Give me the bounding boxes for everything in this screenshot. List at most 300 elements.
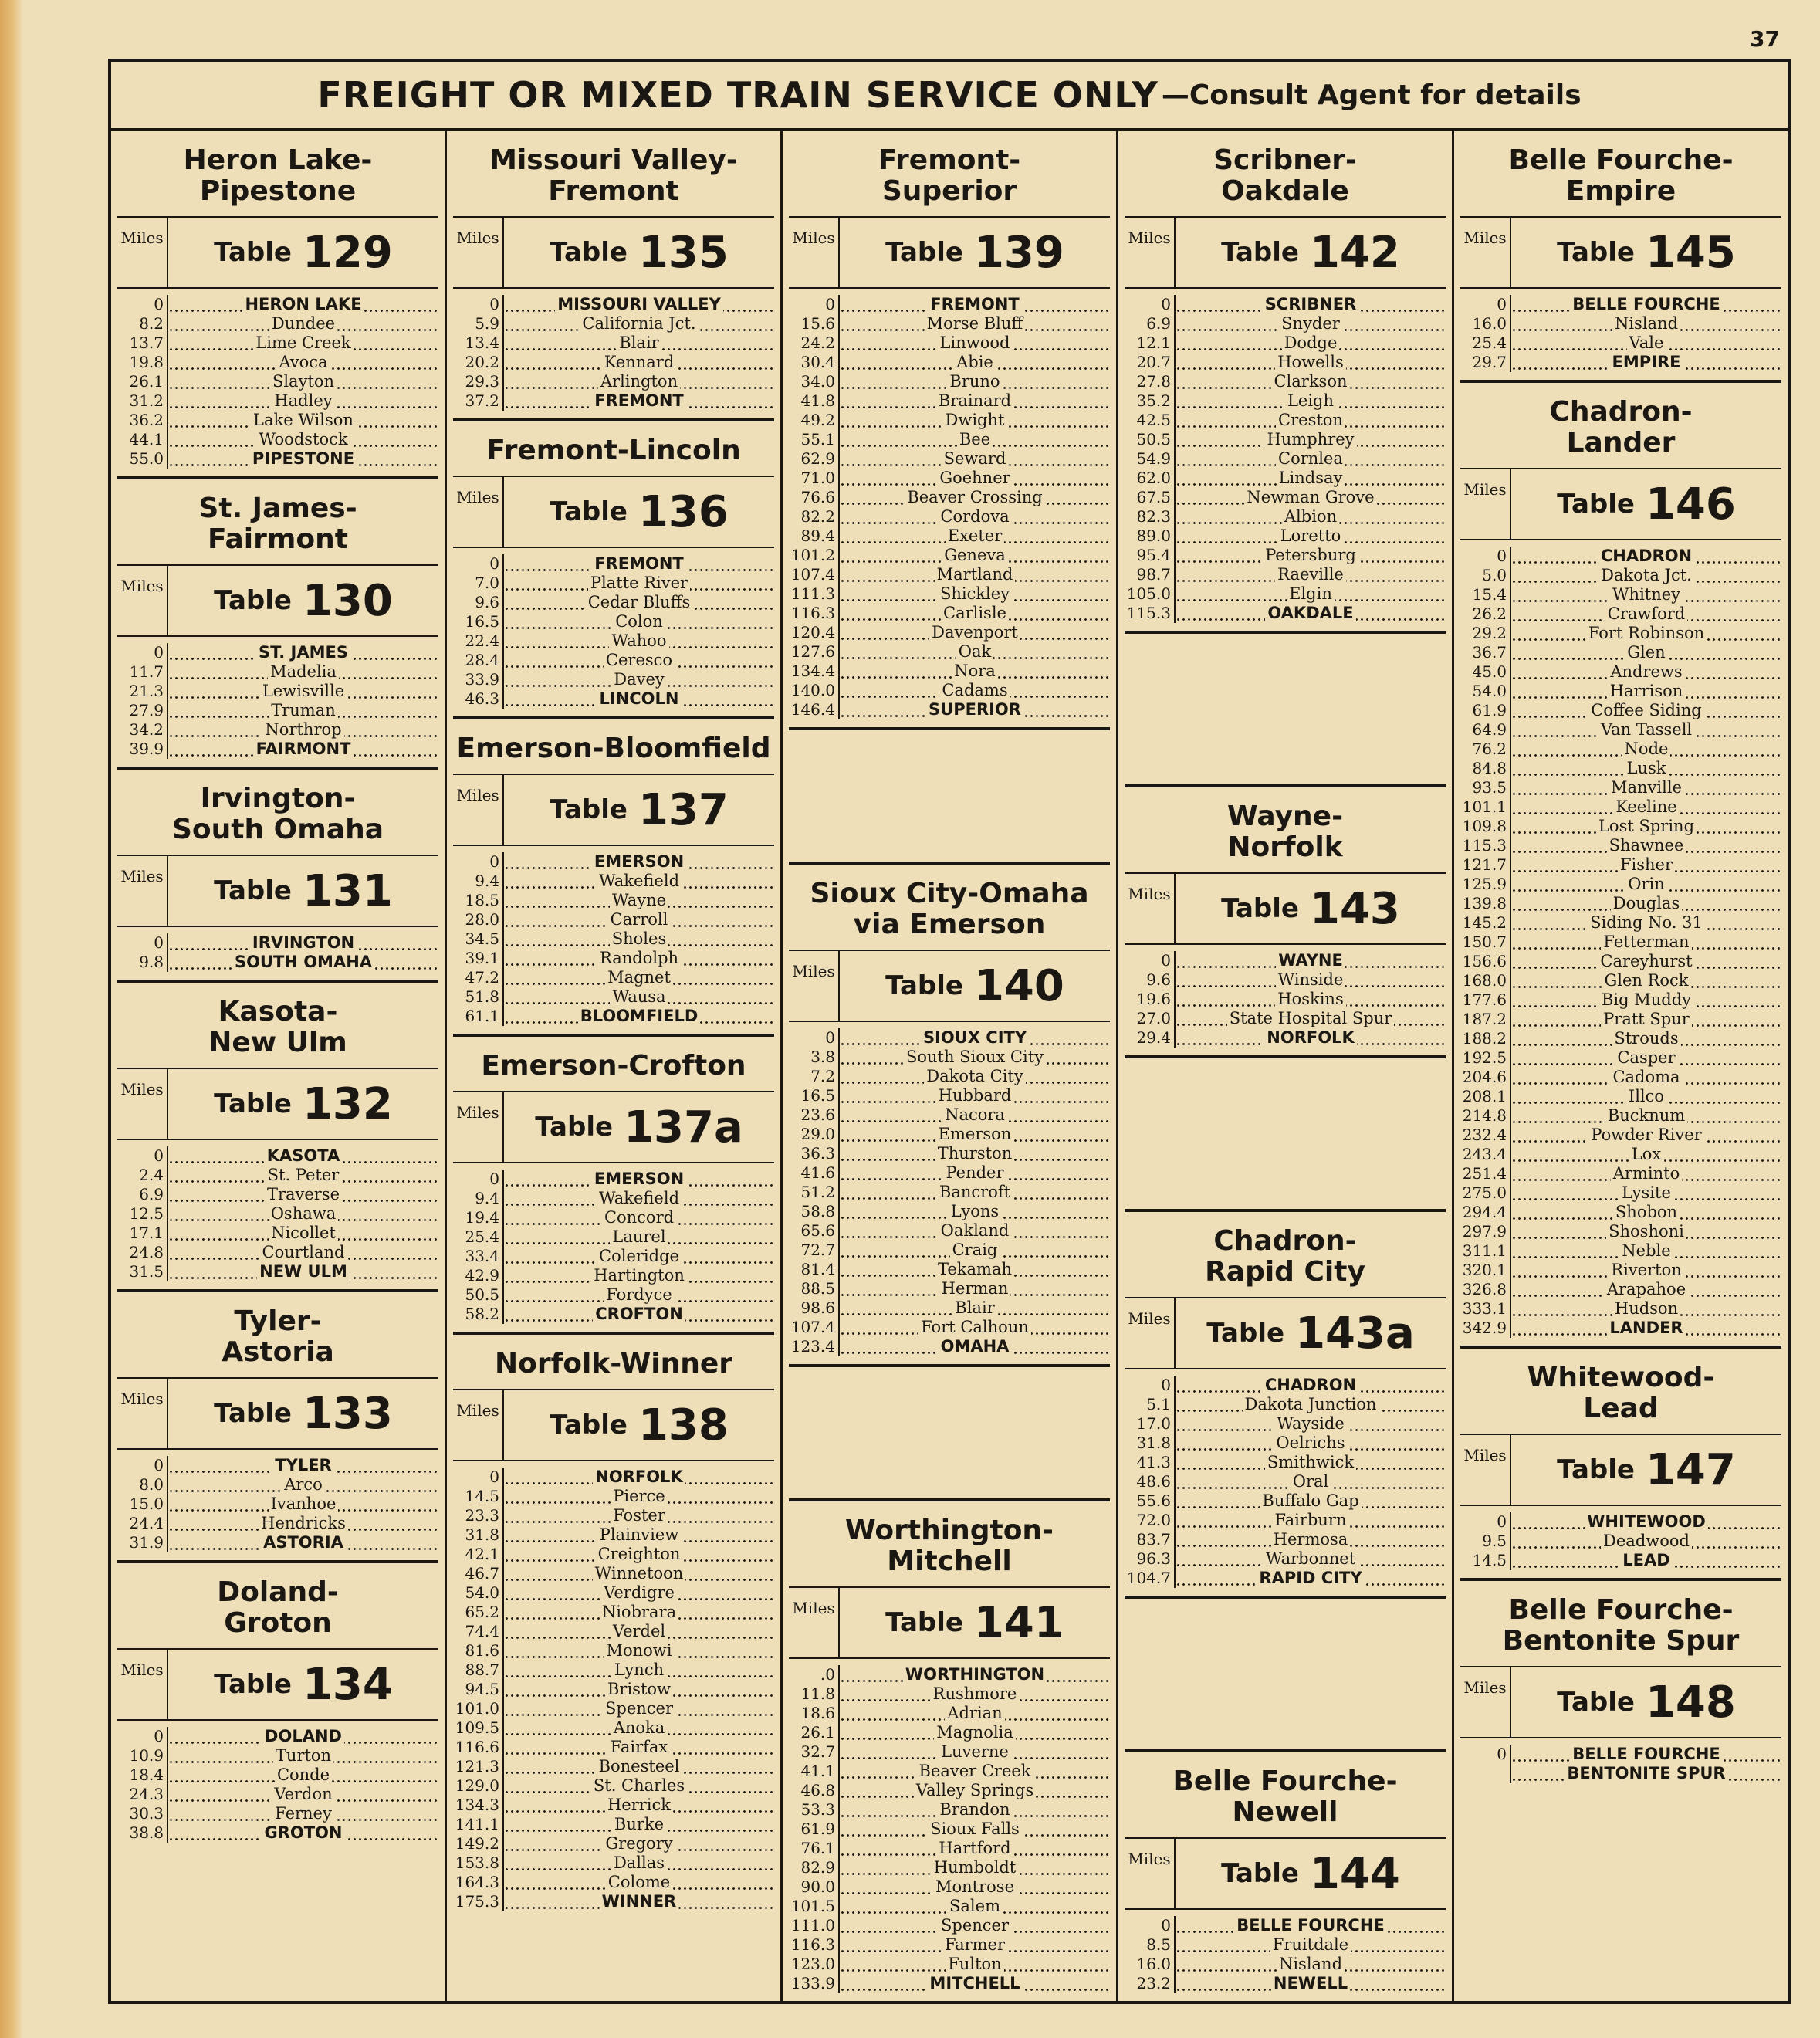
station-name: Oak [956,642,993,661]
miles-column [117,1727,168,1843]
station [840,1260,1110,1279]
station-name: Wayside [1274,1414,1347,1433]
station-name: Dakota Junction [1243,1395,1379,1413]
mile-value: 26.1 [129,372,164,391]
mile-value: 12.5 [129,1204,164,1223]
mile-value: 13.7 [129,333,164,352]
station-name: Petersburg [1263,546,1358,564]
mile-value: 342.9 [1462,1319,1507,1337]
mile-value: 88.7 [465,1661,499,1679]
station-name: WHITEWOOD [1585,1512,1708,1531]
table-word: Table [214,1398,292,1429]
table-num: 137a [624,1102,743,1153]
station-names [1176,1376,1446,1588]
mile-value: 111.3 [790,584,835,603]
mile-value: 15.4 [1472,585,1507,604]
station [1511,1203,1781,1222]
miles-label: Miles [789,1588,840,1657]
station-name: OMAHA [939,1337,1012,1356]
table-number [504,775,774,845]
station [840,1125,1110,1144]
route-title: Emerson-Crofton [453,1037,774,1092]
station-name: Avoca [276,353,330,371]
station-name: Dwight [943,411,1007,429]
station [1176,1491,1446,1511]
station-name: Colon [613,612,665,631]
station-name: Martland [935,565,1016,584]
page-banner [111,62,1788,131]
station [1511,836,1781,855]
mile-value: 76.2 [1472,740,1507,758]
mile-value: 9.4 [475,1189,499,1207]
station [1511,314,1781,333]
terminal-station [1176,1569,1446,1588]
mile-value: 41.6 [800,1163,835,1182]
table-header [117,856,438,927]
station [504,949,774,968]
station [840,507,1110,526]
station [1511,875,1781,894]
station [1511,1299,1781,1319]
table-word: Table [885,970,963,1001]
station-name: Monowi [604,1641,674,1660]
mile-value: 36.7 [1472,643,1507,662]
station [504,1757,774,1776]
blank-panel [1125,634,1446,787]
station [168,372,438,391]
timetable-block [1460,383,1781,1349]
station [168,1166,438,1185]
station-list [453,846,774,1026]
mile-value: 134.3 [455,1796,499,1814]
station [1511,682,1781,701]
table-number [168,566,438,635]
station [1176,1935,1446,1955]
mile-value: 297.9 [1462,1222,1507,1241]
timetable-block [117,479,438,770]
station-name: Shickley [938,584,1012,603]
mile-value: 3.8 [810,1048,835,1066]
table-word: Table [550,794,628,825]
station-list [117,1450,438,1552]
station [504,987,774,1007]
mile-value: 95.4 [1136,546,1171,564]
station-name: Siding No. 31 [1588,913,1705,932]
table-header [453,1092,774,1163]
station-name: Slayton [270,372,337,391]
station-list [789,1022,1110,1356]
mile-value: 76.6 [800,488,835,506]
mile-value: 111.0 [790,1916,835,1935]
route-title: Fremont-Lincoln [453,421,774,477]
station [504,1796,774,1815]
miles-label: Miles [453,477,504,547]
mile-value: 16.5 [465,612,499,631]
mile-value: 47.2 [465,968,499,987]
station-name: Fulton [946,1955,1003,1973]
table-header [453,775,774,846]
station-name: Careyhurst [1598,952,1694,970]
station [1176,353,1446,372]
mile-value: 116.3 [790,604,835,622]
station [1176,1530,1446,1549]
mile-value: 7.2 [810,1067,835,1085]
mile-value: 192.5 [1462,1048,1507,1067]
station [504,1208,774,1227]
station [840,430,1110,449]
station-name: LINCOLN [597,689,682,708]
miles-column [1460,1512,1511,1570]
station [1176,430,1446,449]
station [1511,797,1781,817]
station-name: Winside [1276,970,1346,989]
station-names [168,295,438,469]
station-name: Bancroft [937,1183,1013,1201]
table-header [1460,1435,1781,1506]
mile-value: 90.0 [800,1877,835,1896]
station-name: Foster [611,1506,668,1525]
station-name: Northrop [262,720,343,739]
station-name: Bucknum [1605,1106,1687,1125]
station-name: Davey [611,670,667,689]
station-name: Platte River [588,574,690,592]
station-name: NORFOLK [593,1468,685,1486]
mile-value: 24.4 [129,1514,164,1532]
station [840,546,1110,565]
table-num: 147 [1645,1444,1736,1495]
mile-value: 46.7 [465,1564,499,1583]
banner-title: FREIGHT OR MIXED TRAIN SERVICE ONLY [317,74,1159,116]
table-header [117,1379,438,1450]
station [1176,584,1446,604]
station [1176,1511,1446,1530]
terminal-station [504,1007,774,1026]
mile-value: 44.1 [129,430,164,449]
station-name: Lusk [1625,759,1669,777]
mile-value: 9.8 [139,953,164,971]
station-name: Nora [952,662,998,680]
station [504,1545,774,1564]
mile-value: 149.2 [455,1834,499,1853]
miles-column [1460,1745,1511,1783]
terminal-station [504,1170,774,1189]
station [1511,720,1781,740]
miles-label: Miles [1125,1298,1176,1368]
mile-value: 13.4 [465,333,499,352]
mile-value: 20.2 [465,353,499,371]
station-name: Andrews [1608,662,1684,681]
table-number [1176,218,1446,287]
station-name: Snyder [1279,314,1342,333]
route-title: Missouri Valley- Fremont [453,131,774,218]
mile-value: 177.6 [1462,990,1507,1009]
mile-value: 34.0 [800,372,835,391]
station-list [1460,540,1781,1338]
station-name: Glen [1625,643,1667,662]
terminal-station [504,1892,774,1911]
station [840,681,1110,700]
table-num: 133 [302,1388,393,1439]
station-name: Lindsay [1277,469,1345,487]
station [504,314,774,333]
station-name: Verdigre [601,1583,677,1602]
mile-value: 320.1 [1462,1261,1507,1279]
mile-value: 62.0 [1136,469,1171,487]
mile-value: 20.7 [1136,353,1171,371]
station-names [504,1170,774,1324]
station-list [1125,1910,1446,1993]
miles-label: Miles [117,856,168,926]
station-name: LANDER [1607,1319,1685,1337]
route-title: Wayne- Norfolk [1125,787,1446,874]
station-name: CHADRON [1598,547,1694,565]
table-num: 139 [973,227,1064,278]
mile-value: 127.6 [790,642,835,661]
station-name: Cornlea [1276,449,1345,468]
station [840,1163,1110,1183]
mile-value: 46.3 [465,689,499,708]
station-name: Conde [275,1765,332,1784]
station-name: Anoka [611,1718,668,1737]
mile-value: 31.9 [129,1533,164,1552]
mile-value: 16.0 [1136,1955,1171,1973]
station-name: Humboldt [932,1858,1018,1877]
mile-value: 7.0 [475,574,499,592]
station [1176,1009,1446,1028]
mile-value: 8.5 [1146,1935,1171,1954]
mile-value: 16.0 [1472,314,1507,333]
station [1511,1087,1781,1106]
station [504,1699,774,1718]
miles-column [1125,295,1176,623]
station-name: Neble [1619,1241,1673,1260]
mile-value: 123.0 [790,1955,835,1973]
table-header [1125,874,1446,945]
station [504,872,774,891]
station-name: St. Charles [591,1776,687,1795]
station-name: Fort Robinson [1586,624,1707,642]
station-names [1511,1512,1781,1570]
miles-label: Miles [453,1092,504,1162]
station [840,1781,1110,1800]
station-name: Brandon [937,1800,1012,1819]
station-name: Fisher [1618,855,1675,874]
station [1511,1532,1781,1551]
mile-value: 15.6 [800,314,835,333]
terminal-station [168,1823,438,1843]
station [504,612,774,631]
mile-value: 55.0 [129,449,164,468]
mile-value: 29.0 [800,1125,835,1143]
mile-value: 14.5 [1472,1551,1507,1569]
miles-label: Miles [453,218,504,287]
station-name: Wakefield [597,1189,682,1207]
station [168,1495,438,1514]
table-num: 140 [973,960,1064,1011]
table-number [504,1390,774,1460]
route-title: Belle Fourche- Empire [1460,131,1781,218]
table-num: 135 [638,227,729,278]
mile-value: 30.3 [129,1804,164,1823]
mile-value: 55.6 [1136,1491,1171,1510]
mile-value: 14.5 [465,1487,499,1505]
station-name: Lox [1629,1145,1663,1163]
station [168,1185,438,1204]
mile-value: 6.9 [139,1185,164,1204]
mile-value: 0 [1161,295,1171,313]
station [168,1514,438,1533]
station [840,662,1110,681]
miles-column [1125,951,1176,1048]
station-name: Hadley [272,391,334,410]
mile-value: 214.8 [1462,1106,1507,1125]
station [840,1704,1110,1723]
station-name: Arminto [1611,1164,1682,1183]
timetable-column [447,131,783,2001]
station-name: Lake Wilson [251,411,356,429]
station [840,1955,1110,1974]
station-name: RAPID CITY [1257,1569,1364,1587]
mile-value: 41.8 [800,391,835,410]
station-list [453,1163,774,1324]
terminal-station [840,1665,1110,1684]
station-name: Crawford [1605,604,1688,623]
station-name: SIOUX CITY [921,1028,1029,1047]
mile-value: .0 [820,1665,835,1684]
station [168,353,438,372]
station-names [1511,295,1781,372]
station-name: Lime Creek [253,333,353,352]
mile-value: 38.8 [129,1823,164,1842]
timetable-columns [111,131,1788,2001]
mile-value: 5.1 [1146,1395,1171,1413]
station [504,1525,774,1545]
station [1176,1453,1446,1472]
mile-value: 232.4 [1462,1126,1507,1144]
miles-column [117,933,168,972]
mile-value: 82.3 [1136,507,1171,526]
station [504,1285,774,1305]
mile-value: 28.4 [465,651,499,669]
station [1511,990,1781,1010]
mile-value: 141.1 [455,1815,499,1833]
mile-value: 71.0 [800,469,835,487]
page-spine [0,0,23,2038]
station [504,1815,774,1834]
mile-value: 6.9 [1146,314,1171,333]
miles-label: Miles [1460,469,1511,539]
station-name: Clarkson [1271,372,1349,391]
station-name: St. Peter [266,1166,342,1184]
station [1176,1434,1446,1453]
station-name: BELLE FOURCHE [1570,1745,1723,1763]
table-header [1125,1839,1446,1910]
miles-column [453,554,504,709]
mile-value: 35.2 [1136,391,1171,410]
station [1176,1549,1446,1569]
mile-value: 39.1 [465,949,499,967]
terminal-station [504,1305,774,1324]
mile-value: 0 [1497,547,1507,565]
terminal-station [1511,1512,1781,1532]
mile-value: 36.3 [800,1144,835,1163]
station-name: Lynch [612,1661,666,1679]
station-name: Hubbard [936,1086,1014,1105]
route-title: Heron Lake- Pipestone [117,131,438,218]
station-name: TYLER [272,1456,333,1474]
station-list [1460,1506,1781,1570]
mile-value: 58.2 [465,1305,499,1323]
mile-value: 0 [1497,1512,1507,1531]
station [840,1202,1110,1221]
mile-value: 82.2 [800,507,835,526]
mile-value: 18.4 [129,1765,164,1784]
station [1511,894,1781,913]
station [504,333,774,353]
station [1511,1010,1781,1029]
station-name: NORFOLK [1264,1028,1356,1047]
table-word: Table [550,496,628,527]
station [1176,1414,1446,1434]
miles-column [453,1170,504,1324]
mile-value: 42.5 [1136,411,1171,429]
station [1511,1106,1781,1126]
station [1176,488,1446,507]
terminal-station [1511,1764,1781,1783]
station [840,1916,1110,1935]
mile-value [1460,1764,1510,1783]
station [1511,933,1781,952]
station-name: CHADRON [1263,1376,1358,1394]
station-name: DOLAND [262,1727,344,1745]
route-title: Chadron- Lander [1460,383,1781,469]
timetable-block [789,865,1110,1367]
station [504,1247,774,1266]
station-name: Casper [1615,1048,1677,1067]
terminal-station [1511,1319,1781,1338]
station-name: KASOTA [265,1146,342,1165]
station-name: Glen Rock [1602,971,1690,990]
station-name: Niobrara [600,1603,678,1621]
station-name: CROFTON [593,1305,685,1323]
mile-value: 18.5 [465,891,499,909]
station-name: Wahoo [609,631,668,650]
mile-value: 133.9 [790,1974,835,1992]
station [504,1603,774,1622]
station-name: Colome [606,1873,672,1891]
mile-value: 39.9 [129,740,164,758]
station-names [1176,295,1446,623]
mile-value: 24.2 [800,333,835,352]
timetable-block [453,1335,774,1919]
station-name: Wakefield [597,872,682,890]
mile-value: 33.9 [465,670,499,689]
station-names [1176,1916,1446,1993]
station-names [168,1456,438,1552]
mile-value: 19.6 [1136,990,1171,1008]
station [168,1204,438,1224]
terminal-station [1511,295,1781,314]
station [504,1873,774,1892]
mile-value: 0 [489,295,499,313]
mile-value: 11.8 [800,1684,835,1703]
station-name: Oelrichs [1274,1434,1347,1452]
mile-value: 0 [1161,1916,1171,1935]
route-title: Sioux City-Omaha via Emerson [789,865,1110,951]
station-name: Fetterman [1601,933,1691,951]
mile-value: 2.4 [139,1166,164,1184]
table-word: Table [1557,1454,1635,1485]
